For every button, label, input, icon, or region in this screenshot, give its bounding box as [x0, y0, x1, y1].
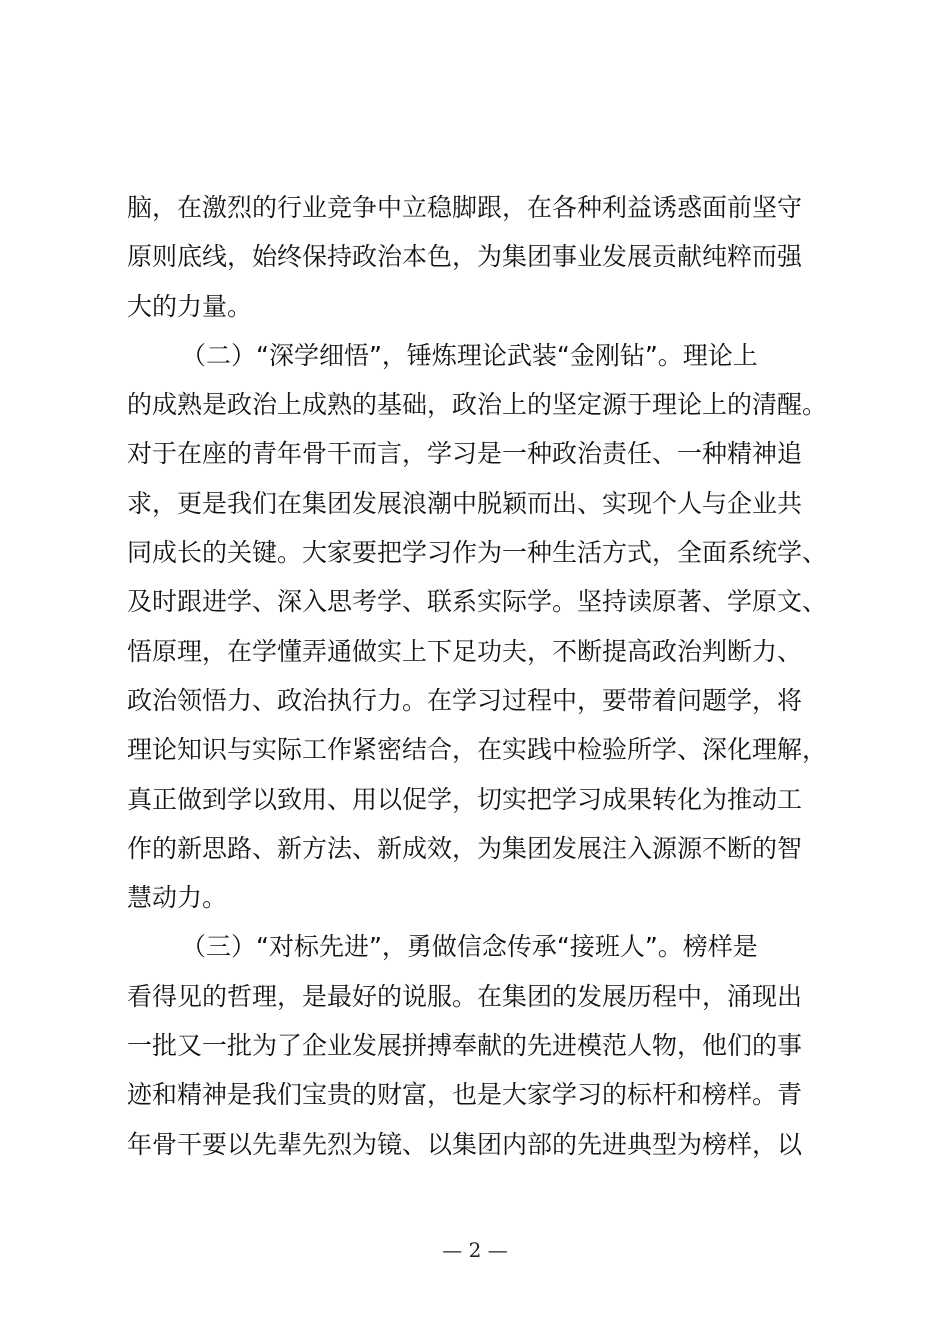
text-line: 悟原理，在学懂弄通做实上下足功夫，不断提高政治判断力、 [127, 636, 803, 666]
text-line: 政治领悟力、政治执行力。在学习过程中，要带着问题学，将 [127, 685, 803, 715]
text-line: 作的新思路、新方法、新成效，为集团发展注入源源不断的智 [127, 833, 803, 863]
text-line: 同成长的关键。大家要把学习作为一种生活方式，全面系统学、 [127, 538, 828, 568]
body-text [127, 183, 837, 1169]
text-line: 理论知识与实际工作紧密结合，在实践中检验所学、深化理解， [127, 735, 828, 765]
section-heading-two: （二）“深学细悟”，锤炼理论武装“金刚钻”。理论上 [181, 340, 758, 370]
text-line: 的成熟是政治上成熟的基础，政治上的坚定源于理论上的清醒。 [127, 390, 828, 420]
text-line: 真正做到学以致用、用以促学，切实把学习成果转化为推动工 [127, 784, 803, 814]
text-line: 慧动力。 [127, 883, 228, 913]
page-number: — 2 — [442, 1238, 508, 1262]
text-line: 年骨干要以先辈先烈为镜、以集团内部的先进典型为榜样，以 [127, 1129, 803, 1159]
text-line: 大的力量。 [127, 291, 253, 321]
text-line: 迹和精神是我们宝贵的财富，也是大家学习的标杆和榜样。青 [127, 1080, 803, 1110]
section-heading-three: （三）“对标先进”，勇做信念传承“接班人”。榜样是 [181, 932, 758, 962]
text-line: 一批又一批为了企业发展拼搏奉献的先进模范人物，他们的事 [127, 1031, 803, 1061]
text-line: 脑，在激烈的行业竞争中立稳脚跟，在各种利益诱惑面前坚守 [127, 193, 803, 222]
text-line: 原则底线，始终保持政治本色，为集团事业发展贡献纯粹而强 [127, 242, 803, 272]
text-line: 及时跟进学、深入思考学、联系实际学。坚持读原著、学原文、 [127, 587, 828, 617]
text-line: 求，更是我们在集团发展浪潮中脱颖而出、实现个人与企业共 [127, 488, 803, 518]
text-line: 对于在座的青年骨干而言，学习是一种政治责任、一种精神追 [127, 439, 803, 469]
text-line: 看得见的哲理，是最好的说服。在集团的发展历程中，涌现出 [127, 981, 803, 1011]
